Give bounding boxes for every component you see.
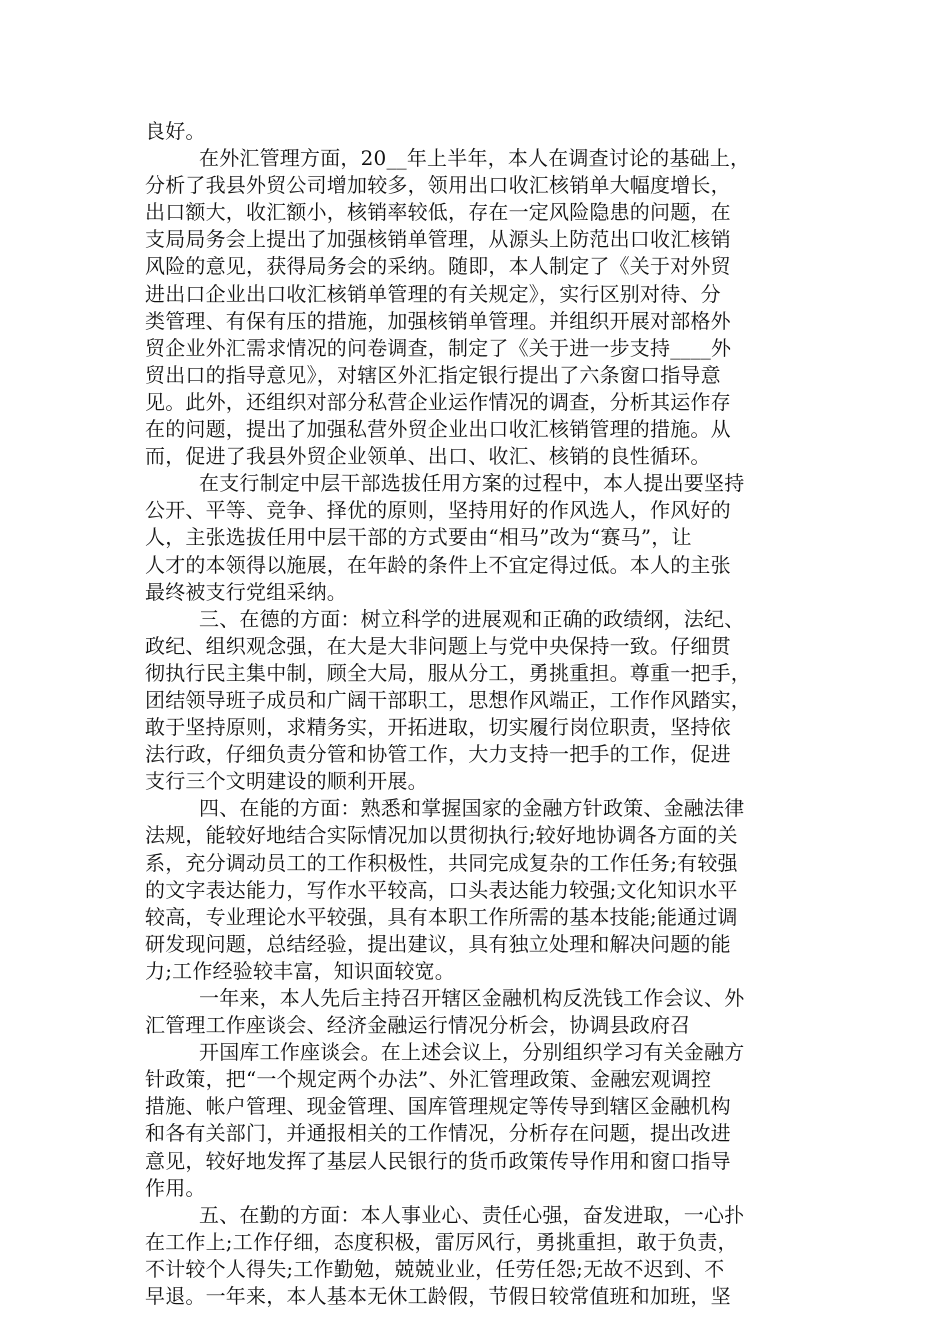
text-line: 汇管理工作座谈会、经济金融运行情况分析会，协调县政府召 bbox=[145, 1013, 691, 1038]
paragraph-first-line: 三、在德的方面：树立科学的进展观和正确的政绩纲，法纪、 bbox=[199, 606, 745, 631]
text-line: 最终被支行党组采纳。 bbox=[145, 579, 347, 604]
paragraph-first-line: 一年来，本人先后主持召开辖区金融机构反洗钱工作会议、外 bbox=[199, 986, 745, 1010]
text-line: 贸企业外汇需求情况的问卷调查，制定了《关于进一步支持____外 bbox=[145, 335, 732, 360]
document-body bbox=[145, 118, 825, 1310]
text-line: 风险的意见，获得局务会的采纳。随即，本人制定了《关于对外贸 bbox=[145, 254, 731, 279]
text-line: 早退。一年来，本人基本无休工龄假，节假日较常值班和加班，坚 bbox=[145, 1284, 731, 1309]
text-line: 而，促进了我县外贸企业领单、出口、收汇、核销的良性循环。 bbox=[145, 444, 711, 469]
text-line: 类管理、有保有压的措施，加强核销单管理。并组织开展对部格外 bbox=[145, 308, 731, 333]
text-line: 在工作上;工作仔细，态度积极，雷厉风行，勇挑重担，敢于负责， bbox=[145, 1229, 738, 1254]
text-line: 力;工作经验较丰富，知识面较宽。 bbox=[145, 958, 455, 983]
text-line: 分析了我县外贸公司增加较多，领用出口收汇核销单大幅度增长， bbox=[145, 173, 731, 198]
text-line: 支行三个文明建设的顺利开展。 bbox=[145, 769, 428, 794]
text-line: 贸出口的指导意见》，对辖区外汇指定银行提出了六条窗口指导意 bbox=[145, 362, 721, 387]
text-line: 进出口企业出口收汇核销单管理的有关规定》，实行区别对待、分 bbox=[145, 281, 721, 306]
paragraph-first-line: 四、在能的方面：熟悉和掌握国家的金融方针政策、金融法律 bbox=[199, 796, 745, 821]
text-line: 措施、帐户管理、现金管理、国库管理规定等传导到辖区金融机构 bbox=[145, 1094, 731, 1119]
text-line: 敢于坚持原则，求精务实，开拓进取，切实履行岗位职责，坚持依 bbox=[145, 715, 731, 740]
text-line: 研发现问题，总结经验，提出建议，具有独立处理和解决问题的能 bbox=[145, 931, 731, 956]
paragraph-first-line: 五、在勤的方面：本人事业心、责任心强，奋发进取，一心扑 bbox=[199, 1202, 745, 1227]
text-line: 出口额大，收汇额小，核销率较低，存在一定风险隐患的问题，在 bbox=[145, 200, 731, 225]
text-line: 团结领导班子成员和广阔干部职工，思想作风端正，工作作风踏实， bbox=[145, 687, 751, 712]
text-line: 作用。 bbox=[145, 1175, 206, 1200]
text-line: 彻执行民主集中制，顾全大局，服从分工，勇挑重担。尊重一把手， bbox=[145, 660, 751, 685]
paragraph-first-line: 在支行制定中层干部选拔任用方案的过程中，本人提出要坚持 bbox=[199, 471, 745, 496]
text-line: 在的问题，提出了加强私营外贸企业出口收汇核销管理的措施。从 bbox=[145, 417, 731, 442]
text-line: 较高，专业理论水平较强，具有本职工作所需的基本技能;能通过调 bbox=[145, 904, 738, 929]
text-line: 人，主张选拔任用中层干部的方式要由“相马”改为“赛马”，让 bbox=[145, 525, 692, 550]
paragraph-first-line: 在外汇管理方面，20__年上半年，本人在调查讨论的基础上， bbox=[199, 146, 751, 171]
text-line: 系，充分调动员工的工作积极性，共同完成复杂的工作任务;有较强 bbox=[145, 850, 738, 875]
text-line: 意见，较好地发挥了基层人民银行的货币政策传导作用和窗口指导 bbox=[145, 1148, 731, 1173]
text-line: 见。此外，还组织对部分私营企业运作情况的调查，分析其运作存 bbox=[145, 389, 731, 414]
paragraph-first-line: 开国库工作座谈会。在上述会议上，分别组织学习有关金融方 bbox=[199, 1040, 745, 1065]
text-line: 不计较个人得失;工作勤勉，兢兢业业，任劳任怨;无故不迟到、不 bbox=[145, 1256, 725, 1281]
text-line: 的文字表达能力，写作水平较高，口头表达能力较强;文化知识水平 bbox=[145, 877, 738, 902]
text-line: 支局局务会上提出了加强核销单管理，从源头上防范出口收汇核销 bbox=[145, 227, 731, 252]
text-line: 和各有关部门，并通报相关的工作情况，分析存在问题，提出改进 bbox=[145, 1121, 731, 1146]
text-line: 公开、平等、竞争、择优的原则，坚持用好的作风选人，作风好的 bbox=[145, 498, 731, 523]
text-line: 针政策，把“一个规定两个办法”、外汇管理政策、金融宏观调控 bbox=[145, 1067, 712, 1092]
text-line: 法行政，仔细负责分管和协管工作，大力支持一把手的工作，促进 bbox=[145, 742, 731, 767]
text-line: 人才的本领得以施展，在年龄的条件上不宜定得过低。本人的主张 bbox=[145, 552, 731, 577]
text-line: 政纪、组织观念强，在大是大非问题上与党中央保持一致。仔细贯 bbox=[145, 633, 731, 658]
text-line: 法规，能较好地结合实际情况加以贯彻执行;较好地协调各方面的关 bbox=[145, 823, 738, 848]
text-line: 良好。 bbox=[145, 119, 206, 143]
